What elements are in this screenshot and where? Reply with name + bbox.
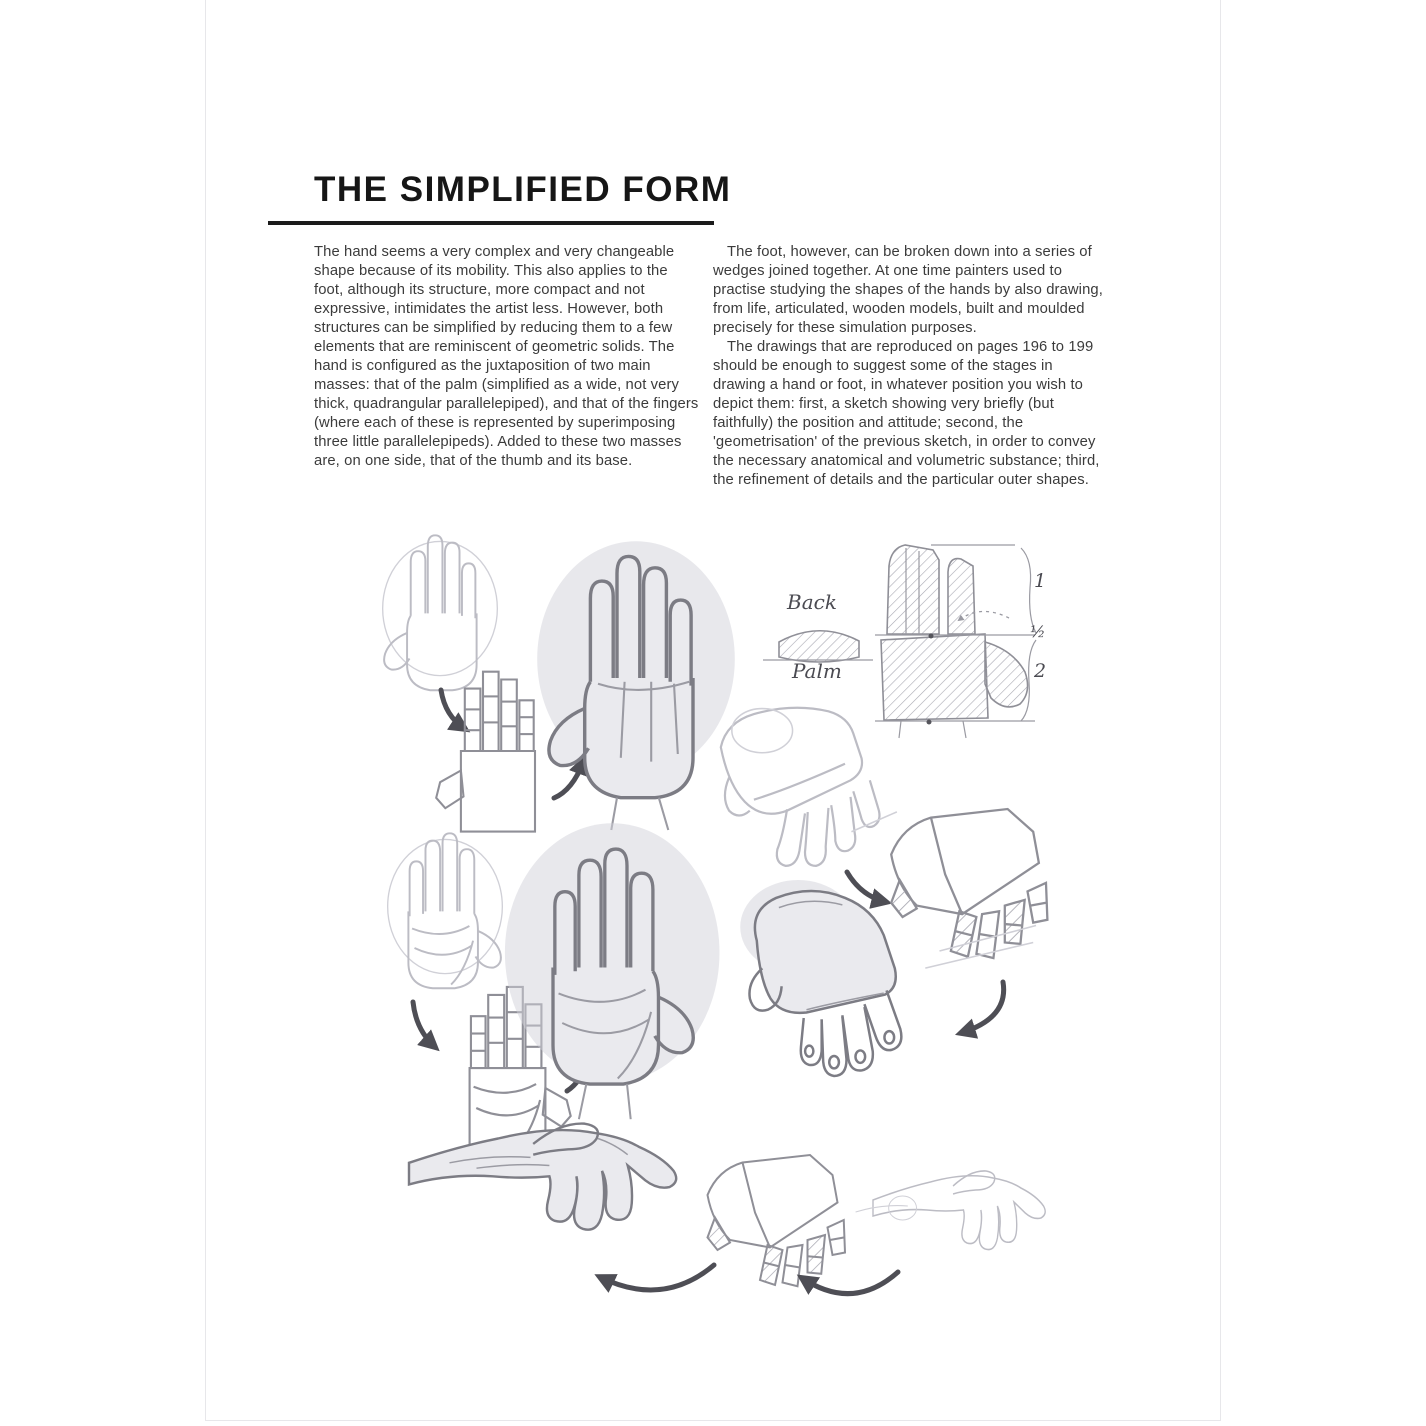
page [205,0,1221,1421]
body-paragraph: The drawings that are reproduced on pages 196 to 199 should be enough to suggest some of the stages in drawing a hand or foot, in whatever position you wish to depict them: first, a sketch showing very briefly (but faithfully) the position and attitude; second, the 'geometrisation' of the previous sketch, in order to convey the necessary anatomical and volumetric substance; third, the refinement of details and the particular outer shapes. [713,339,1100,488]
curved-arrow-icon [847,872,886,902]
measure-label-half: ½ [1030,622,1046,641]
curved-arrow-icon [802,1272,898,1294]
page-title: THE SIMPLIFIED FORM [314,170,732,209]
rendered-hand-palm [505,823,720,1119]
geometrised-hand-relaxed [708,1155,846,1286]
hand-studies-figure [206,0,1220,1420]
sketch-hand-relaxed-light [856,1171,1046,1250]
rendered-hand-reaching [740,880,901,1076]
curved-arrow-icon [441,690,465,729]
curved-arrow-icon [961,982,1004,1033]
back-label: Back [787,590,837,614]
geometrised-hand-back [436,672,535,832]
curved-arrow-icon [600,1265,714,1290]
body-paragraph: The hand seems a very complex and very changeable shape because of its mobility. This also applies to the foot, although its structure, more compact and not expressive, intimidates the artist less. However, both structures can be simplified by reducing them to a few elements that are reminiscent of geometric solids. The hand is configured as the juxtaposition of two main masses: that of the palm (simplified as a wide, not very thick, quadrangular parallelepiped), and that of the fingers (where each of these is represented by superimposing three little parallelepipeds). Added to these two masses are, on one side, that of the thumb and its base. [314,244,699,469]
measure-label-1: 1 [1034,570,1047,592]
sketch-hand-back-light [383,535,498,690]
curved-arrow-icon [413,1002,435,1047]
sketch-hand-palm-light [388,833,503,988]
body-paragraph: The foot, however, can be broken down into a series of wedges joined together. At one time painters used to practise studying the shapes of the hands by also drawing, from life, articulated, wooden models, built and moulded precisely for these simulation purposes. [713,244,1103,336]
sketch-hand-grasp-light [721,708,880,866]
measure-label-2: 2 [1034,660,1047,682]
rendered-hand-relaxed [409,1124,676,1230]
proportion-hand-diagram [875,545,1036,738]
cross-section-diagram [763,631,873,662]
hand-sketches-artwork [206,500,1220,1345]
palm-label: Palm [792,659,842,683]
